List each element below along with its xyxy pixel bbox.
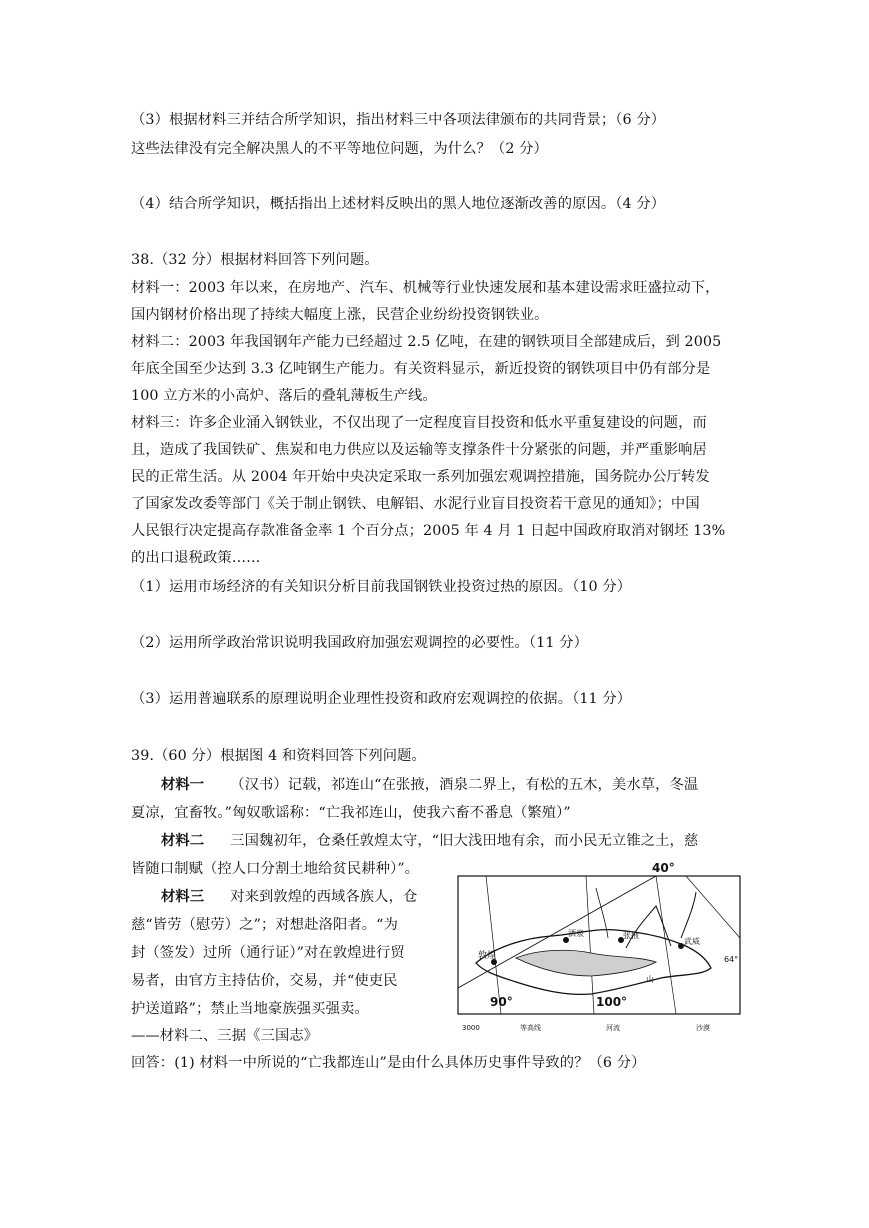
hexi-corridor-map — [456, 858, 744, 1038]
map-legend-contour-value: 3000 — [462, 1024, 480, 1032]
q39-material2-line1 — [161, 831, 781, 851]
q38-material3-line6: 的出口退税政策…… — [131, 550, 261, 566]
q39-material1-line2: 夏凉，宜畜牧。”匈奴歌谣称：“亡我祁连山，使我六畜不番息（繁殖）” — [131, 805, 571, 821]
map-label-mountain: 山 — [646, 975, 654, 984]
q38-material3-line1: 材料三：许多企业涌入钢铁业，不仅出现了一定程度盲目投资和低水平重复建设的问题，而 — [131, 415, 707, 431]
map-lat-right: 64° — [724, 955, 739, 964]
q39-material3-line4: 易者，由官方主持估价，交易，并“使吏民 — [131, 973, 398, 989]
q39-source: ——材料二、三据《三国志》 — [131, 1028, 319, 1044]
q38-material2-line1: 材料二：2003 年我国钢年产能力已经超过 2.5 亿吨，在建的钢铁项目全部建成后，到 2005 — [131, 334, 722, 350]
map-lon-left: 90° — [490, 995, 513, 1009]
map-legend-contour: 等高线 — [520, 1024, 541, 1032]
map-svg — [456, 858, 744, 1038]
q39-material3-title: 材料三 — [161, 889, 205, 905]
q39-heading: 39.（60 分）根据图 4 和资料回答下列问题。 — [131, 748, 426, 764]
q38-material3-line5: 人民银行决定提高存款准备金率 1 个百分点；2005 年 4 月 1 日起中国政府取消对钢坯 13% — [131, 523, 726, 539]
q38-heading: 38.（32 分）根据材料回答下列问题。 — [131, 252, 379, 268]
q39-material2-text: 三国魏初年，仓桑任敦煌太守，“旧大浅田地有余，而小民无立锥之土，慈 — [230, 833, 699, 849]
map-label-dunhuang: 敦煌 — [478, 951, 497, 961]
q39-material3-line1 — [161, 887, 451, 907]
q39-material1-line1 — [161, 775, 781, 795]
q38-sub2: （2）运用所学政治常识说明我国政府加强宏观调控的必要性。（11 分） — [131, 635, 588, 651]
q38-material2-line2: 年底全国至少达到 3.3 亿吨钢生产能力。有关资料显示，新近投资的钢铁项目中仍有部分是 — [131, 361, 711, 377]
q39-material2-title: 材料二 — [161, 833, 205, 849]
q38-sub1: （1）运用市场经济的有关知识分析目前我国钢铁业投资过热的原因。（10 分） — [131, 579, 632, 595]
q39-material3-text: 对来到敦煌的西域各族人，仓 — [230, 889, 418, 905]
q39-material3-line3: 封（签发）过所（通行证）”对在敦煌进行贸 — [131, 945, 405, 961]
map-label-jiuquan: 酒泉 — [568, 929, 584, 938]
q38-material2-line3: 100 立方米的小高炉、落后的叠轧薄板生产线。 — [131, 388, 437, 404]
q37-sub4: （4）结合所学知识，概括指出上述材料反映出的黑人地位逐渐改善的原因。（4 分） — [131, 196, 666, 212]
map-legend-desert: 沙漠 — [696, 1024, 710, 1032]
q38-material1-line2: 国内钢材价格出现了持续大幅度上涨，民营企业纷纷投资钢铁业。 — [131, 307, 549, 323]
q39-material3-line2: 慈“皆劳（慰劳）之”；对想赴洛阳者。“为 — [131, 917, 398, 933]
q39-material1-text: （汉书）记载，祁连山“在张掖，酒泉二界上，有松的五木，美水草，冬温 — [230, 777, 699, 793]
map-label-zhangye: 张掖 — [623, 931, 639, 940]
q39-material3-line5: 护送道路”；禁止当地豪族强买强卖。 — [131, 1001, 369, 1017]
q39-answer-q1: 回答：(1) 材料一中所说的“亡我都连山”是由什么具体历史事件导致的？（6 分） — [131, 1055, 646, 1071]
q38-material3-line4: 了国家发改委等部门《关于制止钢铁、电解铝、水泥行业盲目投资若干意见的通知》；中国 — [131, 496, 700, 512]
q39-material1-title: 材料一 — [161, 777, 205, 793]
q37-sub3-line2: 这些法律没有完全解决黑人的不平等地位问题，为什么？（2 分） — [131, 141, 548, 157]
q39-material2-line2: 皆随口制赋（控人口分割土地给贫民耕种）”。 — [131, 861, 420, 877]
q38-material3-line2: 且，造成了我国铁矿、焦炭和电力供应以及运输等支撑条件十分紧张的问题，并严重影响居 — [131, 442, 707, 458]
q38-material3-line3: 民的正常生活。从 2004 年开始中央决定采取一系列加强宏观调控措施，国务院办公厅转发 — [131, 469, 710, 485]
q38-sub3: （3）运用普遍联系的原理说明企业理性投资和政府宏观调控的依据。（11 分） — [131, 691, 632, 707]
map-label-wuwei: 武威 — [684, 937, 700, 946]
map-lon-right: 100° — [596, 995, 628, 1009]
map-legend-river: 河流 — [606, 1024, 620, 1032]
map-lat-top: 40° — [652, 861, 675, 875]
q37-sub3-line1: （3）根据材料三并结合所学知识，指出材料三中各项法律颁布的共同背景；（6 分） — [131, 112, 666, 128]
q38-material1-line1: 材料一：2003 年以来，在房地产、汽车、机械等行业快速发展和基本建设需求旺盛拉动下， — [131, 280, 720, 296]
